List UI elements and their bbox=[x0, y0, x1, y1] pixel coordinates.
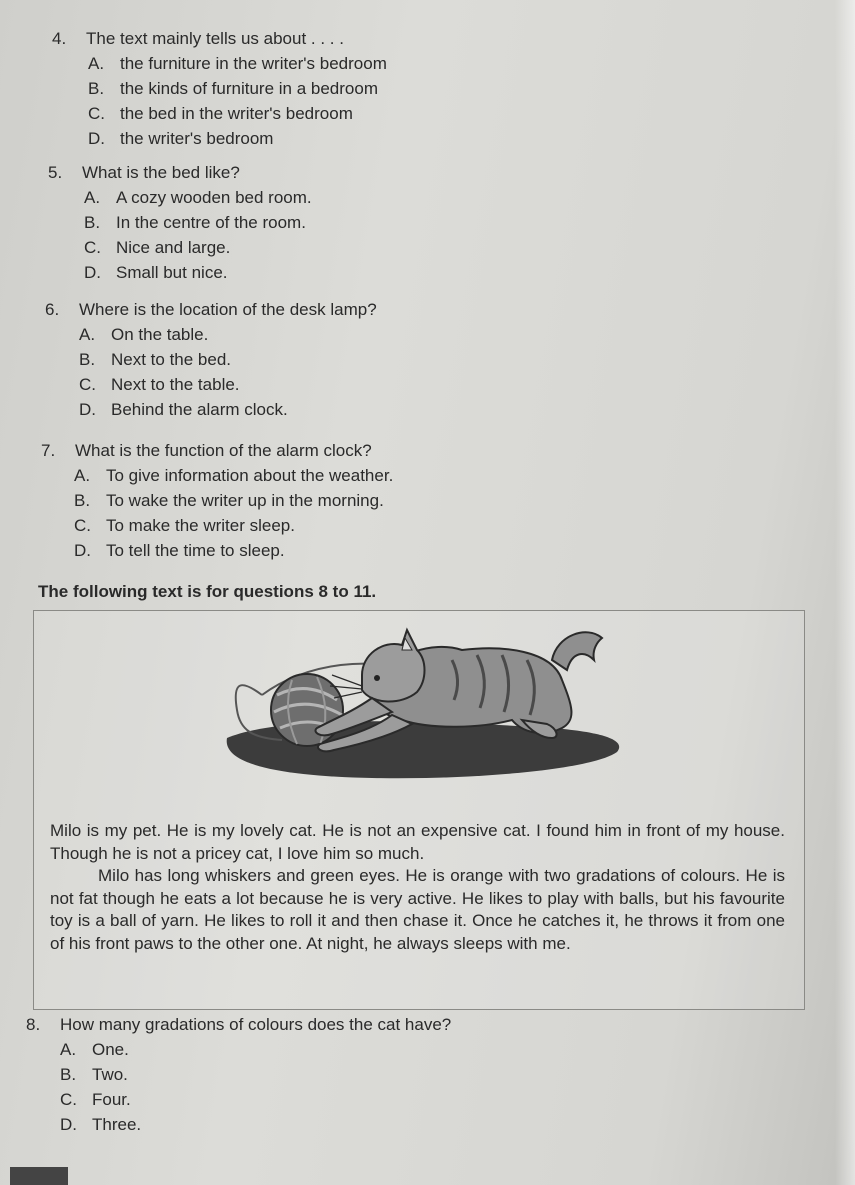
option-d[interactable]: D. Behind the alarm clock. bbox=[79, 400, 288, 419]
question-6 bbox=[45, 299, 845, 422]
section-header: The following text is for questions 8 to 11. bbox=[38, 582, 377, 601]
question-text: What is the bed like? bbox=[82, 163, 240, 182]
question-text: How many gradations of colours does the cat have? bbox=[60, 1015, 452, 1034]
option-b[interactable]: B. To wake the writer up in the morning. bbox=[74, 491, 384, 510]
question-5 bbox=[48, 162, 848, 285]
reading-passage bbox=[50, 820, 785, 955]
option-c[interactable]: C. To make the writer sleep. bbox=[74, 516, 295, 535]
option-c[interactable]: C. Next to the table. bbox=[79, 375, 240, 394]
question-6-stem bbox=[45, 299, 845, 321]
option-d[interactable]: D. Small but nice. bbox=[84, 263, 228, 282]
option-b[interactable]: B. Next to the bed. bbox=[79, 350, 232, 369]
option-a[interactable]: A. the furniture in the writer's bedroom bbox=[88, 54, 387, 73]
option-a[interactable]: A. To give information about the weather. bbox=[74, 466, 394, 485]
question-number: 6. bbox=[45, 300, 60, 319]
option-b[interactable]: B. Two. bbox=[60, 1065, 128, 1084]
cat-playing-with-yarn-illustration bbox=[222, 620, 642, 785]
option-a[interactable]: A. A cozy wooden bed room. bbox=[84, 188, 312, 207]
question-number: 5. bbox=[48, 163, 63, 182]
question-4-stem bbox=[52, 28, 852, 50]
question-text: What is the function of the alarm clock? bbox=[75, 441, 372, 460]
question-number: 4. bbox=[52, 29, 67, 48]
passage-paragraph-1: Milo is my pet. He is my lovely cat. He is not an expensive cat. I found him in front of my house. Though he is not a pricey cat, I love him so much. bbox=[50, 821, 785, 863]
question-8-stem bbox=[26, 1014, 826, 1036]
passage-paragraph-2: Milo has long whiskers and green eyes. He is orange with two gradations of colours. He is not fat though he eats a lot because he is very active. He likes to play with balls, but his favourite toy is a ball of yarn. He likes to roll it and then chase it. Once he catches it, he throws it from one of his front paws to the other one. At night, he always sleeps with me. bbox=[50, 866, 785, 953]
option-a[interactable]: A. On the table. bbox=[79, 325, 209, 344]
option-a[interactable]: A. One. bbox=[60, 1040, 129, 1059]
page-corner-tab bbox=[10, 1167, 68, 1185]
question-number: 7. bbox=[41, 441, 56, 460]
question-4 bbox=[52, 28, 852, 151]
question-number: 8. bbox=[26, 1015, 41, 1034]
option-b[interactable]: B. the kinds of furniture in a bedroom bbox=[88, 79, 378, 98]
question-7 bbox=[41, 440, 841, 563]
option-c[interactable]: C. Four. bbox=[60, 1090, 131, 1109]
question-5-stem bbox=[48, 162, 848, 184]
option-d[interactable]: D. To tell the time to sleep. bbox=[74, 541, 285, 560]
question-text: Where is the location of the desk lamp? bbox=[79, 300, 377, 319]
option-b[interactable]: B. In the centre of the room. bbox=[84, 213, 306, 232]
option-d[interactable]: D. Three. bbox=[60, 1115, 142, 1134]
option-d[interactable]: D. the writer's bedroom bbox=[88, 129, 274, 148]
option-c[interactable]: C. Nice and large. bbox=[84, 238, 231, 257]
option-c[interactable]: C. the bed in the writer's bedroom bbox=[88, 104, 353, 123]
question-8 bbox=[26, 1014, 826, 1137]
question-7-stem bbox=[41, 440, 841, 462]
question-text: The text mainly tells us about . . . . bbox=[86, 29, 344, 48]
